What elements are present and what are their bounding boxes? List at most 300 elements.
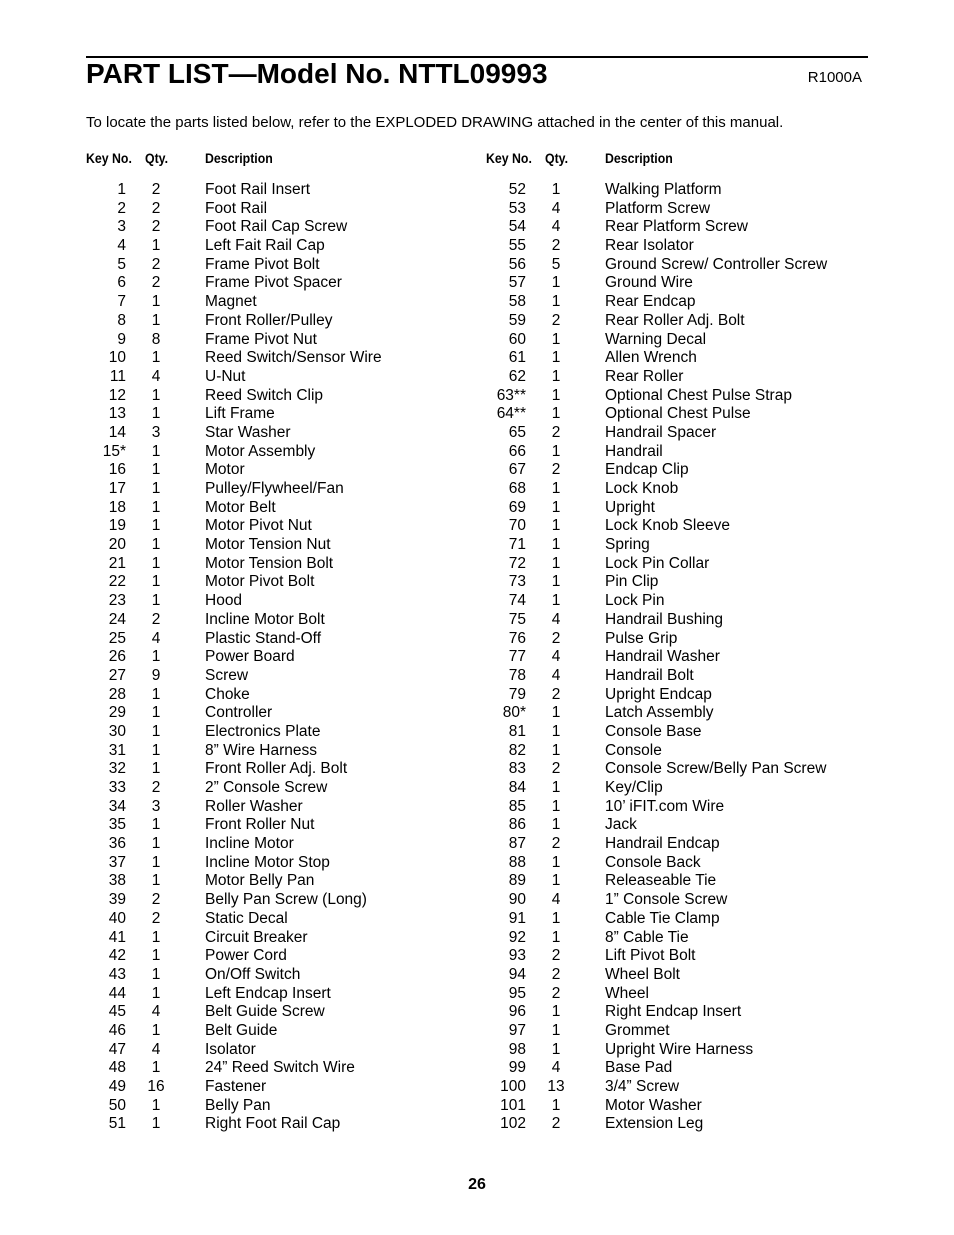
description: Foot Rail [205, 199, 268, 217]
quantity: 4 [551, 891, 561, 909]
part-row [86, 331, 486, 350]
part-row [486, 985, 886, 1004]
part-row [86, 1003, 486, 1022]
key-number: 73 [508, 573, 526, 591]
description: Console Base [605, 722, 702, 740]
key-number: 15* [102, 442, 126, 460]
key-number: 102 [500, 1115, 526, 1133]
quantity: 1 [151, 685, 161, 703]
key-number: 78 [508, 666, 526, 684]
key-number: 26 [108, 648, 126, 666]
part-row [486, 368, 886, 387]
description: Front Roller Adj. Bolt [205, 760, 348, 778]
key-number: 49 [108, 1078, 126, 1095]
key-number: 101 [500, 1096, 526, 1114]
part-row [86, 237, 486, 256]
intro-text: To locate the parts listed below, refer to the EXPLODED DRAWING attached in the center of this manual. [86, 114, 784, 131]
part-row [486, 592, 886, 611]
part-row [486, 630, 886, 649]
key-number: 39 [108, 891, 126, 909]
key-number: 3 [117, 218, 126, 236]
description: Left Fait Rail Cap [205, 237, 325, 255]
key-number: 75 [508, 610, 526, 628]
description: Optional Chest Pulse Strap [605, 386, 792, 404]
part-row [486, 891, 886, 910]
key-number: 61 [508, 349, 526, 367]
part-row [86, 443, 486, 462]
key-number: 31 [108, 741, 126, 759]
description: Motor Tension Nut [205, 536, 331, 554]
quantity: 1 [551, 386, 561, 404]
part-row [86, 1078, 486, 1097]
description: Static Decal [205, 909, 288, 927]
description: Allen Wrench [605, 349, 697, 367]
key-number: 35 [108, 816, 126, 834]
key-number: 27 [108, 666, 126, 684]
key-number: 96 [508, 1003, 526, 1021]
quantity: 1 [551, 928, 561, 946]
key-number: 9 [117, 330, 126, 348]
part-row [486, 181, 886, 200]
description: Lift Frame [205, 405, 275, 423]
part-row [486, 1041, 886, 1060]
quantity: 1 [551, 498, 561, 516]
quantity: 2 [551, 1115, 561, 1133]
quantity: 2 [151, 255, 161, 273]
description: Pulse Grip [605, 629, 678, 647]
part-row [86, 573, 486, 592]
part-row [86, 985, 486, 1004]
quantity: 4 [551, 666, 561, 684]
part-row [86, 293, 486, 312]
description: Ground Wire [605, 274, 693, 292]
key-number: 67 [508, 461, 526, 479]
part-row [86, 517, 486, 536]
key-number: 50 [108, 1096, 126, 1114]
description: Walking Platform [605, 181, 722, 198]
description: Warning Decal [605, 330, 707, 348]
quantity: 1 [551, 592, 561, 610]
description: Ground Screw/ Controller Screw [605, 255, 828, 273]
description: Reed Switch/Sensor Wire [205, 349, 382, 367]
description: Plastic Stand-Off [205, 629, 322, 647]
quantity: 1 [151, 760, 161, 778]
description: Wheel [605, 984, 649, 1002]
description: Isolator [205, 1040, 256, 1058]
key-number: 99 [508, 1059, 526, 1077]
key-number: 11 [109, 367, 126, 385]
description: Upright [605, 498, 655, 516]
quantity: 1 [551, 909, 561, 927]
key-number: 32 [108, 760, 126, 778]
part-row [486, 760, 886, 779]
quantity: 1 [151, 741, 161, 759]
key-number: 24 [108, 610, 126, 628]
part-row [86, 181, 486, 200]
quantity: 2 [551, 629, 561, 647]
description: Optional Chest Pulse [605, 405, 751, 423]
description: Cable Tie Clamp [605, 909, 720, 927]
quantity: 4 [551, 1059, 561, 1077]
quantity: 2 [551, 311, 561, 329]
key-number: 30 [108, 722, 126, 740]
key-number: 89 [508, 872, 526, 890]
part-row [486, 1022, 886, 1041]
quantity: 2 [151, 181, 161, 198]
part-row [486, 910, 886, 929]
quantity: 4 [551, 199, 561, 217]
quantity: 1 [551, 517, 561, 535]
part-row [86, 592, 486, 611]
part-row [486, 667, 886, 686]
part-row [486, 872, 886, 891]
description: Motor Tension Bolt [205, 554, 334, 572]
description: Rear Isolator [605, 237, 694, 255]
description: Electronics Plate [205, 722, 321, 740]
description: Upright Wire Harness [605, 1040, 754, 1058]
description: Foot Rail Cap Screw [205, 218, 348, 236]
description: Console Screw/Belly Pan Screw [605, 760, 827, 778]
part-row [486, 929, 886, 948]
part-row [486, 723, 886, 742]
key-number: 25 [108, 629, 126, 647]
part-row [86, 200, 486, 219]
part-row [86, 349, 486, 368]
quantity: 1 [151, 928, 161, 946]
key-number: 16 [108, 461, 126, 479]
description: Pulley/Flywheel/Fan [205, 480, 344, 497]
key-number: 19 [108, 517, 126, 535]
description: 1” Console Screw [605, 891, 728, 909]
key-number: 14 [108, 423, 126, 441]
description: Motor Washer [605, 1096, 702, 1114]
key-number: 95 [508, 984, 526, 1002]
key-number: 33 [108, 779, 126, 796]
part-row [486, 200, 886, 219]
column-headers [86, 150, 486, 170]
description: Magnet [205, 293, 257, 311]
description: On/Off Switch [205, 965, 301, 983]
description: Pin Clip [605, 573, 659, 591]
key-number: 6 [117, 274, 126, 292]
description: Hood [205, 592, 243, 610]
key-number: 34 [108, 797, 126, 815]
description: Handrail Endcap [605, 835, 720, 853]
quantity: 1 [151, 536, 161, 554]
key-number: 55 [508, 237, 526, 255]
description: 24” Reed Switch Wire [205, 1059, 355, 1077]
description: Motor [205, 461, 245, 479]
description: Lock Pin Collar [605, 554, 710, 572]
quantity: 2 [551, 760, 561, 778]
quantity: 13 [547, 1078, 565, 1095]
key-number: 92 [508, 928, 526, 946]
key-number: 98 [508, 1040, 526, 1058]
key-number: 18 [108, 498, 126, 516]
quantity: 1 [551, 797, 561, 815]
key-number: 20 [108, 536, 126, 554]
quantity: 1 [551, 741, 561, 759]
key-number: 97 [508, 1021, 526, 1039]
key-no-header: Key No. [486, 150, 532, 166]
part-row [86, 816, 486, 835]
description: Belly Pan Screw (Long) [205, 891, 367, 909]
part-row [486, 555, 886, 574]
quantity: 1 [551, 405, 561, 423]
key-number: 45 [108, 1003, 126, 1021]
key-number: 8 [117, 311, 126, 329]
quantity: 1 [151, 517, 161, 535]
key-number: 5 [117, 255, 126, 273]
description: Rear Roller Adj. Bolt [605, 311, 745, 329]
key-number: 76 [508, 629, 526, 647]
key-number: 7 [117, 293, 126, 311]
quantity: 1 [151, 554, 161, 572]
key-number: 23 [108, 592, 126, 610]
parts-column-right [486, 150, 886, 1134]
key-number: 38 [108, 872, 126, 890]
key-number: 36 [108, 835, 126, 853]
description: Motor Belt [205, 498, 276, 516]
description: Console [605, 741, 662, 759]
key-number: 72 [508, 554, 526, 572]
part-row [486, 816, 886, 835]
quantity: 9 [151, 666, 161, 684]
key-number: 81 [508, 722, 526, 740]
description: Fastener [205, 1078, 267, 1095]
quantity: 2 [551, 685, 561, 703]
parts-list-left [86, 181, 486, 1134]
description: Rear Endcap [605, 293, 696, 311]
part-row [86, 686, 486, 705]
key-number: 84 [508, 779, 526, 796]
key-number: 42 [108, 947, 126, 965]
quantity: 1 [151, 704, 161, 722]
key-number: 65 [508, 423, 526, 441]
description: Extension Leg [605, 1115, 704, 1133]
key-number: 1 [117, 181, 126, 198]
quantity: 3 [151, 797, 161, 815]
quantity: 2 [151, 199, 161, 217]
description: Handrail [605, 442, 663, 460]
part-row [86, 611, 486, 630]
part-row [86, 218, 486, 237]
key-number: 85 [508, 797, 526, 815]
description: Base Pad [605, 1059, 673, 1077]
quantity: 1 [151, 965, 161, 983]
part-row [486, 798, 886, 817]
key-number: 86 [508, 816, 526, 834]
description: Frame Pivot Nut [205, 330, 317, 348]
description: 2” Console Screw [205, 779, 328, 796]
quantity: 1 [151, 1021, 161, 1039]
part-row [486, 218, 886, 237]
part-row [486, 405, 886, 424]
key-number: 87 [508, 835, 526, 853]
quantity: 1 [151, 648, 161, 666]
description: Lock Pin [605, 592, 665, 610]
page-title: PART LIST—Model No. NTTL09993 [86, 58, 548, 89]
quantity: 8 [151, 330, 161, 348]
quantity: 1 [551, 1003, 561, 1021]
description-header: Description [205, 150, 273, 166]
description: Roller Washer [205, 797, 303, 815]
part-row [486, 349, 886, 368]
part-row [486, 1003, 886, 1022]
quantity: 1 [151, 984, 161, 1002]
quantity: 1 [151, 816, 161, 834]
part-row [486, 387, 886, 406]
part-row [86, 536, 486, 555]
part-row [86, 667, 486, 686]
part-row [86, 723, 486, 742]
quantity: 1 [151, 293, 161, 311]
key-number: 52 [508, 181, 526, 198]
description: Lock Knob [605, 480, 679, 497]
part-row [86, 256, 486, 275]
key-number: 2 [117, 199, 126, 217]
key-number: 57 [508, 274, 526, 292]
part-row [86, 424, 486, 443]
quantity: 1 [151, 835, 161, 853]
quantity: 2 [151, 891, 161, 909]
part-row [486, 331, 886, 350]
key-number: 79 [508, 685, 526, 703]
key-number: 22 [108, 573, 126, 591]
description: Rear Roller [605, 367, 684, 385]
description: Left Endcap Insert [205, 984, 331, 1002]
part-row [486, 424, 886, 443]
key-number: 66 [508, 442, 526, 460]
description: 3/4” Screw [605, 1078, 680, 1095]
quantity: 2 [551, 237, 561, 255]
description: Latch Assembly [605, 704, 714, 722]
key-number: 71 [508, 536, 526, 554]
description: Controller [205, 704, 273, 722]
key-number: 29 [108, 704, 126, 722]
quantity: 2 [551, 965, 561, 983]
quantity: 1 [551, 573, 561, 591]
description: Handrail Bushing [605, 610, 724, 628]
key-number: 12 [108, 386, 126, 404]
quantity: 1 [151, 1096, 161, 1114]
key-number: 90 [508, 891, 526, 909]
quantity: 1 [551, 722, 561, 740]
description: Belt Guide Screw [205, 1003, 325, 1021]
part-row [86, 274, 486, 293]
quantity: 1 [151, 405, 161, 423]
part-row [86, 480, 486, 499]
part-row [86, 872, 486, 891]
quantity: 1 [151, 1115, 161, 1133]
quantity: 1 [151, 480, 161, 497]
description: Incline Motor [205, 835, 294, 853]
description: Frame Pivot Spacer [205, 274, 342, 292]
quantity: 1 [551, 704, 561, 722]
quantity: 2 [551, 984, 561, 1002]
part-row [486, 704, 886, 723]
description: Belly Pan [205, 1096, 271, 1114]
key-number: 41 [108, 928, 126, 946]
quantity: 1 [551, 293, 561, 311]
quantity: 2 [551, 423, 561, 441]
quantity: 1 [551, 480, 561, 497]
part-row [486, 742, 886, 761]
part-row [486, 293, 886, 312]
part-row [86, 387, 486, 406]
part-row [486, 443, 886, 462]
description: Screw [205, 666, 249, 684]
key-number: 59 [508, 311, 526, 329]
quantity: 1 [151, 498, 161, 516]
description: Lift Pivot Bolt [605, 947, 696, 965]
quantity: 1 [151, 947, 161, 965]
quantity: 1 [551, 349, 561, 367]
quantity: 1 [151, 442, 161, 460]
description: Motor Belly Pan [205, 872, 315, 890]
description: Frame Pivot Bolt [205, 255, 320, 273]
quantity: 1 [151, 237, 161, 255]
key-number: 44 [108, 984, 126, 1002]
part-row [86, 368, 486, 387]
part-row [86, 854, 486, 873]
quantity: 1 [551, 554, 561, 572]
quantity: 1 [551, 536, 561, 554]
description: Handrail Washer [605, 648, 720, 666]
part-row [486, 237, 886, 256]
key-number: 74 [508, 592, 526, 610]
quantity: 1 [151, 573, 161, 591]
part-row [86, 835, 486, 854]
quantity: 1 [151, 461, 161, 479]
description: Jack [605, 816, 637, 834]
key-number: 46 [108, 1021, 126, 1039]
key-number: 94 [508, 965, 526, 983]
key-number: 60 [508, 330, 526, 348]
column-headers [486, 150, 886, 170]
description: Lock Knob Sleeve [605, 517, 730, 535]
description: Star Washer [205, 423, 291, 441]
description: Right Foot Rail Cap [205, 1115, 341, 1133]
key-number: 37 [108, 853, 126, 871]
quantity: 1 [151, 1059, 161, 1077]
part-row [486, 1115, 886, 1134]
part-row [86, 630, 486, 649]
key-number: 47 [108, 1040, 126, 1058]
quantity: 4 [551, 218, 561, 236]
description: Spring [605, 536, 650, 554]
part-row [86, 966, 486, 985]
part-row [86, 555, 486, 574]
description: Rear Platform Screw [605, 218, 748, 236]
page-number: 26 [468, 1176, 486, 1193]
description: Power Cord [205, 947, 287, 965]
key-number: 54 [508, 218, 526, 236]
description: Foot Rail Insert [205, 181, 311, 198]
quantity: 1 [551, 442, 561, 460]
part-row [86, 704, 486, 723]
quantity: 2 [151, 779, 161, 796]
key-number: 17 [108, 480, 126, 497]
quantity: 1 [551, 330, 561, 348]
quantity: 2 [151, 218, 161, 236]
quantity: 1 [551, 1040, 561, 1058]
quantity: 5 [551, 255, 561, 273]
part-row [86, 929, 486, 948]
quantity: 2 [551, 461, 561, 479]
qty-header: Qty. [545, 150, 569, 166]
part-row [486, 573, 886, 592]
